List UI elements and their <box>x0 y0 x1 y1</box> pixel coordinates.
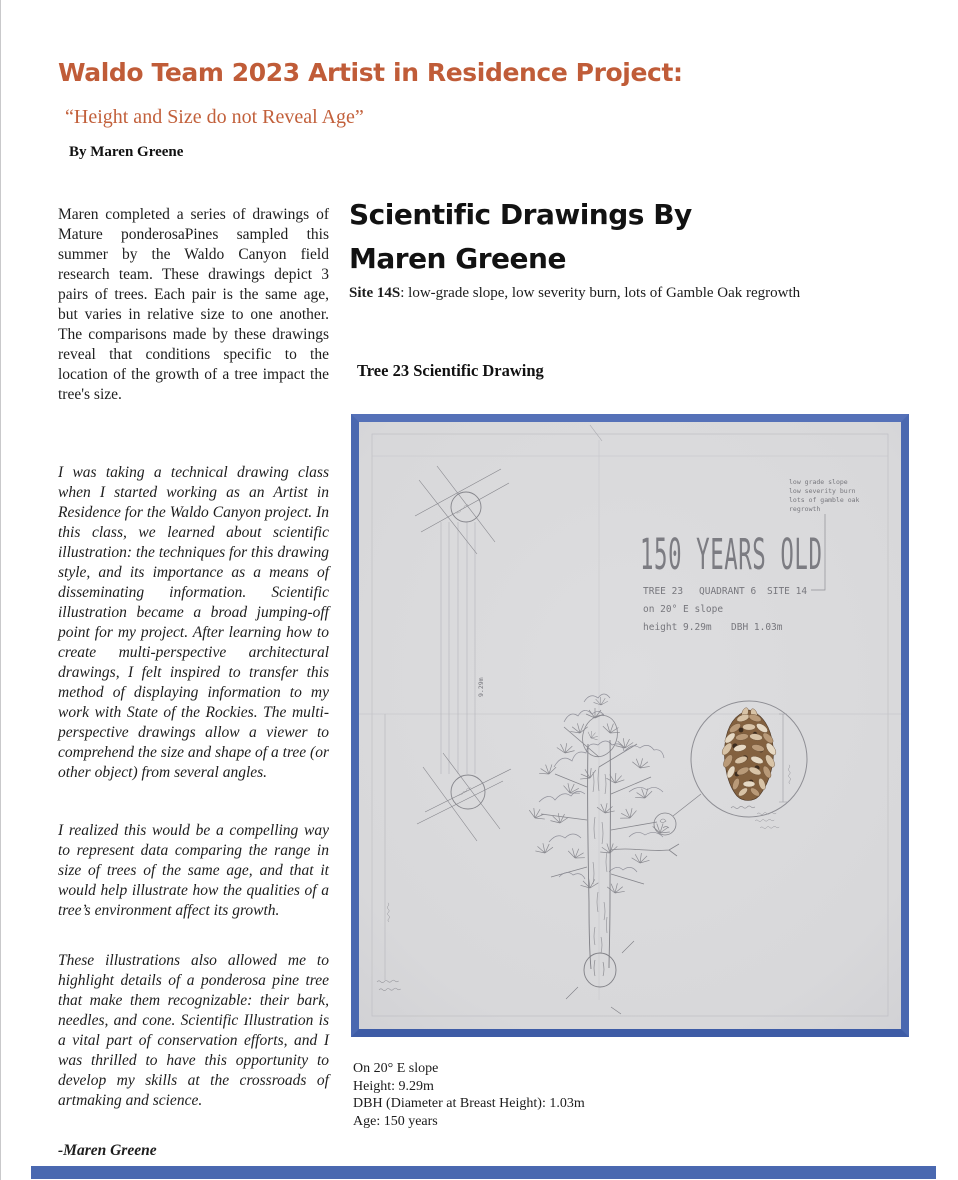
corner-note-line: lots of gamble oak <box>789 496 860 504</box>
section-heading-line1: Scientific Drawings By <box>349 198 692 231</box>
caption-line-dbh: DBH (Diameter at Breast Height): 1.03m <box>353 1096 585 1111</box>
corner-note-line: low severity burn <box>789 487 856 495</box>
dbh-label-text: DBH 1.03m <box>731 622 783 633</box>
page-subtitle: “Height and Size do not Reveal Age” <box>65 106 364 128</box>
corner-note-line: regrowth <box>789 505 821 513</box>
caption-line-height: Height: 9.29m <box>353 1078 434 1094</box>
section-heading-line2: Maren Greene <box>349 242 566 275</box>
site-text: : low-grade slope, low severity burn, lots of Gamble Oak regrowth <box>400 285 801 301</box>
corner-note-line: low grade slope <box>789 478 848 486</box>
figure-caption <box>353 1060 585 1130</box>
scientific-drawing-image[interactable] <box>351 414 909 1037</box>
next-figure-frame-edge <box>31 1166 936 1179</box>
artist-statement-paragraph: These illustrations also allowed me to highlight details of a ponderosa pine tree that make them recognizable: their bark, needles, and cone. Scientific Illustration is a vital part of conservation efforts, and I was thrilled to have this opportunity to develop my skills at the crossroads of artmaking and science. <box>58 952 329 1109</box>
left-text-column <box>58 205 329 1161</box>
byline: By Maren Greene <box>69 144 184 160</box>
figure-heading: Tree 23 Scientific Drawing <box>357 361 544 380</box>
intro-paragraph: Maren completed a series of drawings of Mature ponderosaPines sampled this summer by the Waldo Canyon field research team. These drawings depict 3 pairs of trees. Each pair is the same age, but varies in relative size to one another. The comparisons made by these drawings reveal that conditions specific to the location of the growth of a tree impact the tree's size. <box>58 206 329 403</box>
slope-line-text: on 20° E slope <box>643 604 724 615</box>
age-title-text: 150 YEARS OLD <box>640 530 823 581</box>
section-heading <box>349 193 929 281</box>
tree-23-sketch <box>359 422 901 1029</box>
page-title: Waldo Team 2023 Artist in Residence Project: <box>58 58 683 87</box>
sketch-paper <box>359 422 901 1029</box>
artist-statement-paragraph: I realized this would be a compelling way to represent data comparing the range in size of trees of the same age, and that it would help illustrate how the qualities of a tree’s environment affect its growth. <box>58 822 329 919</box>
site-label-text: SITE 14 <box>767 586 808 597</box>
height-dimension-text: 9.29m <box>477 677 485 697</box>
caption-line-slope: On 20° E slope <box>353 1061 439 1076</box>
tree-label-text: TREE 23 <box>643 586 684 597</box>
quadrant-label-text: QUADRANT 6 <box>699 586 757 597</box>
artist-signature: -Maren Greene <box>58 1142 157 1159</box>
site-label: Site 14S <box>349 285 401 301</box>
artist-statement-paragraph: I was taking a technical drawing class when I started working as an Artist in Residence for the Waldo Canyon project. In this class, we learned about scientific illustration: the techniques for this drawing style, and its importance as a means of disseminating information. Scientific illustration became a broad jumping-off point for my project. After learning how to create multi-perspective architectural drawings, I felt inspired to transfer this method of displaying information to my work with State of the Rockies. The multi-perspective drawings allow a viewer to comprehend the size and shape of a tree (or other object) from several angles. <box>58 464 329 781</box>
caption-line-age: Age: 150 years <box>353 1113 438 1129</box>
site-description <box>349 285 949 302</box>
height-label-text: height 9.29m <box>643 622 712 633</box>
